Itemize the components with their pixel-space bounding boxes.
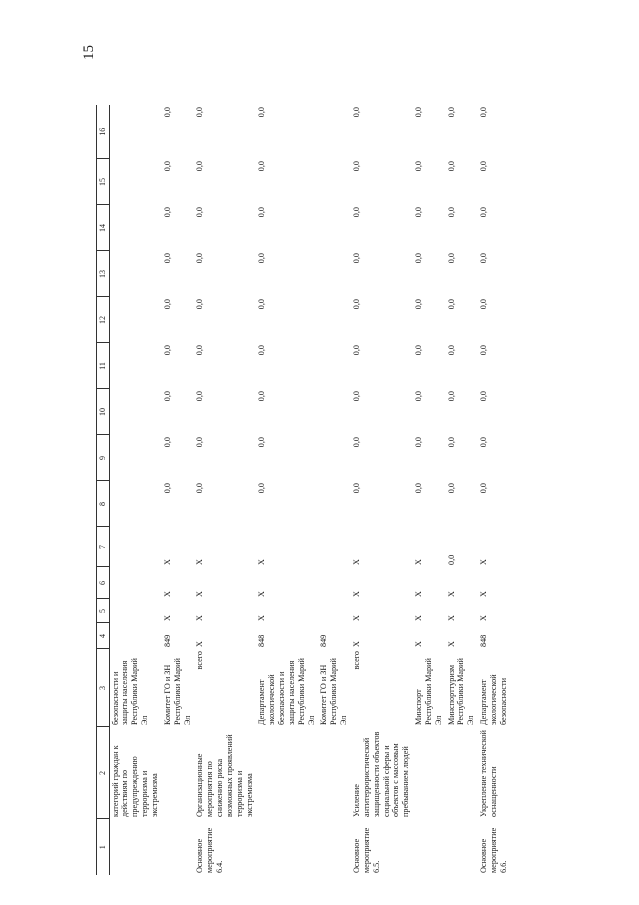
cell-col-9: 0,0 [479,437,489,448]
cell-col-11: 0,0 [479,345,489,356]
cell-col-3: Департамент экологической безопасности [479,674,508,725]
cell-col-3: Минспорт Республики Марий Эл [414,658,443,725]
cell-col-9: 0,0 [352,437,361,448]
cell-col-13 [109,251,162,297]
cell-col-10: 0,0 [414,391,424,402]
cell-col-9 [318,435,351,481]
column-header-10: 10 [97,389,110,435]
rotated-table-container [96,107,639,875]
cell-col-3: всего [195,651,205,670]
cell-col-13 [318,251,351,297]
cell-col-15: 0,0 [257,161,267,172]
cell-col-7: X [352,559,361,565]
cell-col-8: 0,0 [257,483,267,494]
cell-col-1 [109,819,162,875]
table-row [109,105,162,875]
table-row [446,105,479,875]
cell-col-6: X [446,591,456,597]
column-header-13: 13 [97,251,110,297]
cell-col-15: 0,0 [446,161,456,172]
cell-col-6 [318,567,351,599]
cell-col-11: 0,0 [352,345,361,356]
cell-col-5: X [479,615,489,621]
cell-col-13: 0,0 [195,253,205,264]
cell-col-16: 0,0 [446,107,456,118]
cell-col-14: 0,0 [446,207,456,218]
column-header-7: 7 [97,527,110,567]
cell-col-2 [162,727,195,819]
cell-col-1: Основное мероприятие 6.5. [352,827,381,873]
cell-col-10: 0,0 [352,391,361,402]
cell-col-3: Комитет ГО и ЗН Республики Марий Эл [319,658,349,725]
cell-col-10: 0,0 [195,391,205,402]
cell-col-11: 0,0 [414,345,424,356]
table-row [478,105,511,875]
cell-col-10: 0,0 [257,391,267,402]
column-header-9: 9 [97,435,110,481]
column-header-15: 15 [97,159,110,205]
cell-col-5: X [162,615,172,621]
column-header-3: 3 [97,649,110,727]
cell-col-8: 0,0 [414,483,424,494]
cell-col-2: Усиление антитеррористической защищенности объектов социальной сферы и объектов с массовым пребыванием людей [352,731,411,817]
cell-col-12: 0,0 [352,299,361,310]
cell-col-15: 0,0 [195,161,205,172]
cell-col-14: 0,0 [352,207,361,218]
cell-col-7: X [195,559,205,565]
cell-col-8: 0,0 [162,483,172,494]
cell-col-4: 848 [257,634,267,647]
cell-col-4: X [352,641,361,647]
cell-col-2: Организационные мероприятия по снижению риска возможных проявлений терроризма и экстремизма [195,734,254,817]
cell-col-6: X [352,591,361,597]
cell-col-4: 849 [162,634,172,647]
cell-col-16: 0,0 [414,107,424,118]
cell-col-9: 0,0 [162,437,172,448]
cell-col-2: Укрепление технической оснащенности [479,730,498,817]
cell-col-8: 0,0 [446,483,456,494]
cell-col-10: 0,0 [162,391,172,402]
cell-col-15: 0,0 [479,161,489,172]
cell-col-1 [318,819,351,875]
table-row [256,105,318,875]
cell-col-5: X [257,615,267,621]
cell-col-5 [109,599,162,623]
column-header-16: 16 [97,105,110,159]
cell-col-9: 0,0 [414,437,424,448]
cell-col-16: 0,0 [352,107,361,118]
cell-col-1: Основное мероприятие 6.4. [195,827,225,873]
page-number: 15 [81,45,97,60]
cell-col-9: 0,0 [195,437,205,448]
cell-col-2 [413,727,446,819]
cell-col-6: X [257,591,267,597]
cell-col-12 [109,297,162,343]
cell-col-15: 0,0 [162,161,172,172]
cell-col-13: 0,0 [352,253,361,264]
budget-table [96,105,511,875]
cell-col-2: категорий граждан к действиям по предупреждению терроризма и экстремизма [110,745,159,817]
column-header-2: 2 [97,727,110,819]
cell-col-3: Департамент экологической безопасности и защиты населения Республики Марий Эл [257,658,316,725]
cell-col-9 [109,435,162,481]
cell-col-4: X [446,641,456,647]
column-header-8: 8 [97,481,110,527]
cell-col-1 [162,819,195,875]
cell-col-7: 0,0 [446,554,456,565]
cell-col-14: 0,0 [414,207,424,218]
cell-col-15: 0,0 [414,161,424,172]
cell-col-3: Минспорттуризм Республики Марий Эл [446,658,476,725]
cell-col-8 [318,481,351,527]
cell-col-16: 0,0 [162,107,172,118]
cell-col-11: 0,0 [195,345,205,356]
column-header-4: 4 [97,623,110,649]
cell-col-7: X [479,559,489,565]
cell-col-15: 0,0 [352,161,361,172]
cell-col-11: 0,0 [162,345,172,356]
cell-col-1: Основное мероприятие 6.6. [479,827,508,873]
cell-col-12: 0,0 [446,299,456,310]
cell-col-12: 0,0 [414,299,424,310]
cell-col-13: 0,0 [414,253,424,264]
cell-col-8: 0,0 [352,483,361,494]
table-row [318,105,351,875]
cell-col-12: 0,0 [195,299,205,310]
cell-col-16: 0,0 [257,107,267,118]
table-body [109,105,511,875]
cell-col-13: 0,0 [162,253,172,264]
cell-col-2 [256,727,318,819]
cell-col-16: 0,0 [479,107,489,118]
cell-col-7: X [162,559,172,565]
cell-col-11 [109,343,162,389]
cell-col-4: 849 [319,634,329,647]
cell-col-7: X [414,559,424,565]
cell-col-14: 0,0 [479,207,489,218]
cell-col-16: 0,0 [195,107,205,118]
cell-col-6 [109,567,162,599]
column-header-6: 6 [97,567,110,599]
cell-col-5 [318,599,351,623]
cell-col-4 [109,623,162,649]
cell-col-14: 0,0 [257,207,267,218]
cell-col-14: 0,0 [162,207,172,218]
cell-col-1 [413,819,446,875]
cell-col-9: 0,0 [446,437,456,448]
cell-col-12: 0,0 [257,299,267,310]
cell-col-6: X [479,591,489,597]
cell-col-5: X [414,615,424,621]
cell-col-4: X [414,641,424,647]
cell-col-16 [109,105,162,159]
cell-col-1 [446,819,479,875]
cell-col-15 [318,159,351,205]
column-header-11: 11 [97,343,110,389]
cell-col-9: 0,0 [257,437,267,448]
column-header-5: 5 [97,599,110,623]
cell-col-2 [446,727,479,819]
cell-col-14 [318,205,351,251]
cell-col-7 [318,527,351,567]
cell-col-5: X [446,615,456,621]
cell-col-8: 0,0 [479,483,489,494]
cell-col-3: Комитет ГО и ЗН Республики Марий Эл [162,658,192,725]
cell-col-10: 0,0 [446,391,456,402]
cell-col-12 [318,297,351,343]
table-row [413,105,446,875]
cell-col-10 [318,389,351,435]
table-row [194,105,256,875]
cell-col-7: X [257,559,267,565]
column-header-14: 14 [97,205,110,251]
column-header-1: 1 [97,819,110,875]
cell-col-15 [109,159,162,205]
cell-col-7 [109,527,162,567]
cell-col-13: 0,0 [257,253,267,264]
cell-col-14 [109,205,162,251]
cell-col-10 [109,389,162,435]
cell-col-14: 0,0 [195,207,205,218]
cell-col-4: 848 [479,634,489,647]
cell-col-8: 0,0 [195,483,205,494]
cell-col-6: X [414,591,424,597]
cell-col-12: 0,0 [479,299,489,310]
cell-col-6: X [162,591,172,597]
column-header-12: 12 [97,297,110,343]
cell-col-3: всего [352,651,361,670]
cell-col-4: X [195,641,205,647]
cell-col-1 [256,819,318,875]
column-number-header [97,105,110,875]
cell-col-6: X [195,591,205,597]
cell-col-11: 0,0 [257,345,267,356]
table-row [351,105,413,875]
cell-col-8 [109,481,162,527]
table-row [162,105,195,875]
cell-col-5: X [352,615,361,621]
cell-col-10: 0,0 [479,391,489,402]
cell-col-12: 0,0 [162,299,172,310]
cell-col-5: X [195,615,205,621]
cell-col-3: безопасности и защиты населения Республики Марий Эл [110,658,150,725]
cell-col-16 [318,105,351,159]
cell-col-11 [318,343,351,389]
cell-col-2 [318,727,351,819]
cell-col-13: 0,0 [446,253,456,264]
cell-col-13: 0,0 [479,253,489,264]
cell-col-11: 0,0 [446,345,456,356]
